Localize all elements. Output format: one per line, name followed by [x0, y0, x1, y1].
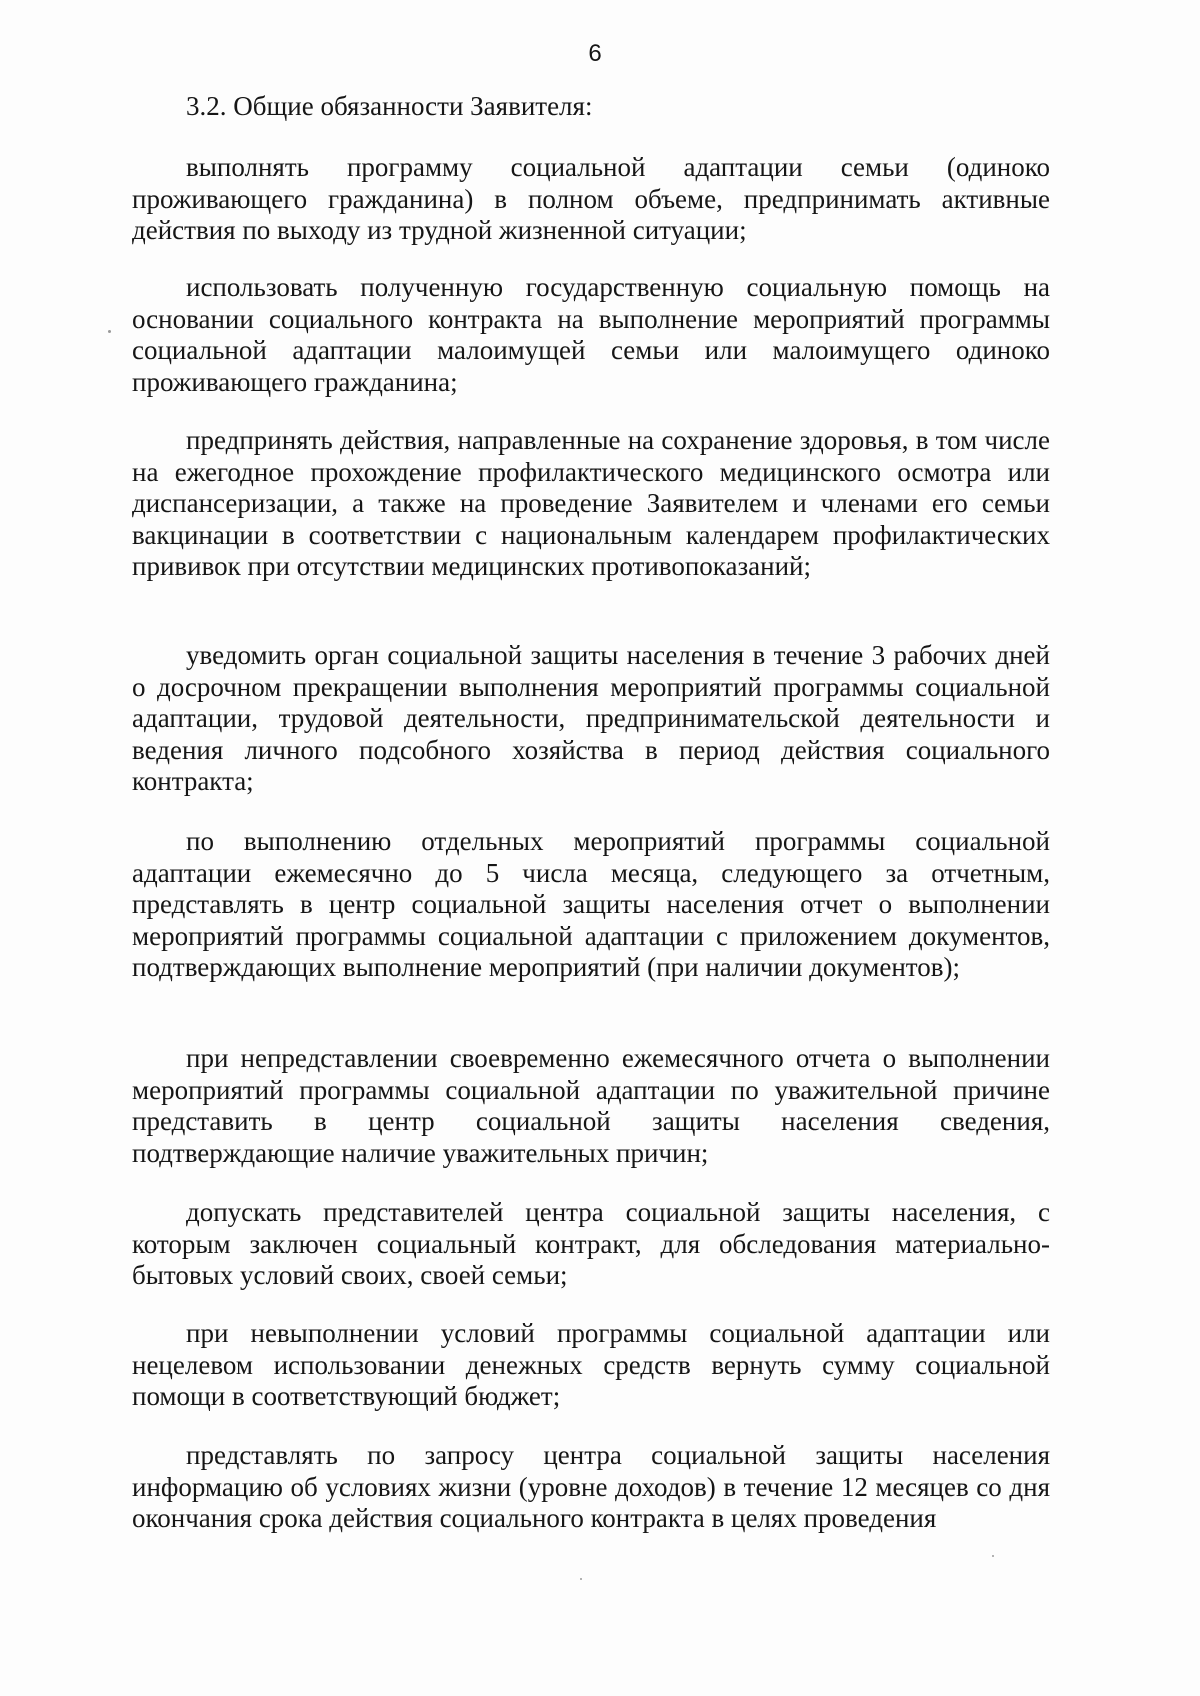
- paragraph-obligation-3: предпринять действия, направленные на сохранение здоровья, в том числе на ежегодное прохождение профилактического медицинского осмотра или диспансеризации, а также на проведение Заявителем и членами его семьи вакцинации в соответствии с национальным календарем профилактических прививок при отсутствии медицинских противопоказаний;: [132, 425, 1050, 581]
- paragraph-obligation-2: использовать полученную государственную социальную помощь на основании социального контракта на выполнение мероприятий программы социальной адаптации малоимущей семьи или малоимущего одиноко проживающего гражданина;: [132, 272, 1050, 397]
- section-heading: 3.2. Общие обязанности Заявителя:: [186, 91, 593, 121]
- paragraph-obligation-5: по выполнению отдельных мероприятий программы социальной адаптации ежемесячно до 5 числа месяца, следующего за отчетным, представлять в центр социальной защиты населения отчет о выполнении мероприятий программы социальной адаптации с приложением документов, подтверждающих выполнение мероприятий (при наличии документов);: [132, 826, 1050, 982]
- scan-speck: [108, 330, 111, 333]
- scan-speck: [580, 1578, 582, 1580]
- paragraph-obligation-8: при невыполнении условий программы социальной адаптации или нецелевом использовании денежных средств вернуть сумму социальной помощи в соответствующий бюджет;: [132, 1318, 1050, 1411]
- scan-speck: [992, 1555, 994, 1557]
- paragraph-obligation-6: при непредставлении своевременно ежемесячного отчета о выполнении мероприятий программы социальной адаптации по уважительной причине представить в центр социальной защиты населения сведения, подтверждающие наличие уважительных причин;: [132, 1043, 1050, 1168]
- paragraph-obligation-1: выполнять программу социальной адаптации семьи (одиноко проживающего гражданина) в полном объеме, предпринимать активные действия по выходу из трудной жизненной ситуации;: [132, 152, 1050, 245]
- paragraph-obligation-7: допускать представителей центра социальной защиты населения, с которым заключен социальный контракт, для обследования материально-бытовых условий своих, своей семьи;: [132, 1197, 1050, 1290]
- page-number: 6: [588, 40, 602, 67]
- paragraph-obligation-4: уведомить орган социальной защиты населения в течение 3 рабочих дней о досрочном прекращении выполнения мероприятий программы социальной адаптации, трудовой деятельности, предпринимательской деятельности и ведения личного подсобного хозяйства в период действия социального контракта;: [132, 640, 1050, 796]
- paragraph-obligation-9: представлять по запросу центра социальной защиты населения информацию об условиях жизни (уровне доходов) в течение 12 месяцев со дня окончания срока действия социального контракта в целях проведения: [132, 1440, 1050, 1533]
